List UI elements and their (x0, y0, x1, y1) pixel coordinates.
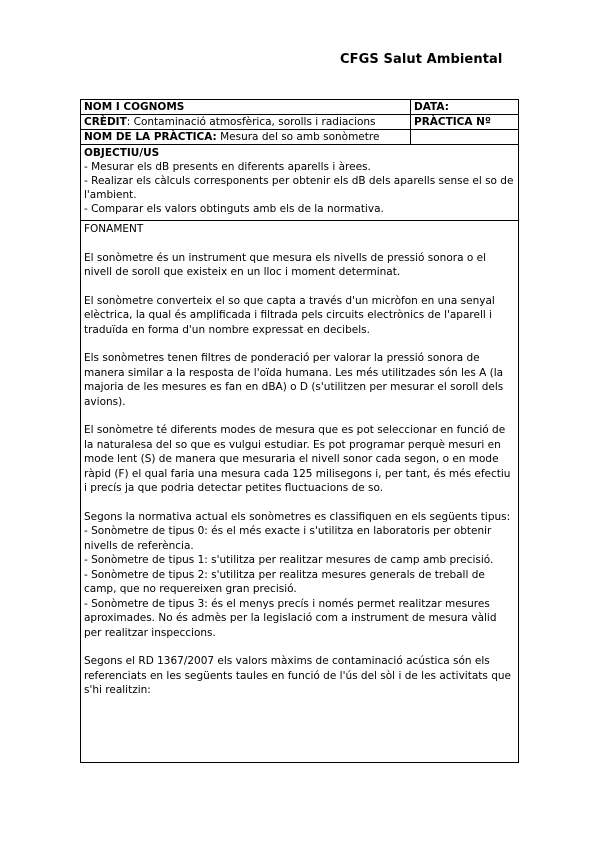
info-row-credit (81, 115, 518, 130)
objectiu-item: - Realizar els càlculs corresponents per obtenir els dB dels aparells sense el so de l'ambient. (84, 175, 514, 201)
objectiu-item: - Comparar els valors obtinguts amb els de la normativa. (84, 203, 384, 215)
practica-num-cell (411, 115, 519, 130)
credit-value: : Contaminació atmosfèrica, sorolls i radiacions (126, 116, 376, 128)
objectiu-section (81, 145, 518, 221)
header-title: CFGS Salut Ambiental (340, 52, 503, 67)
fonament-paragraph: El sonòmetre té diferents modes de mesura que es pot seleccionar en funció de la naturalesa del so que es vulgui estudiar. Es pot programar perquè mesuri en mode lent (S) de manera que mesuraria el nivell sonor cada segon, o en mode ràpid (F) el qual faria una mesura cada 125 milisegons i, per tant, és més efectiu i precís ja que podria detectar petites fluctuacions de so. (84, 424, 511, 494)
tipus-item: - Sonòmetre de tipus 2: s'utilitza per realitza mesures generals de treball de camp, que no requereixen gran precisió. (84, 568, 485, 595)
data-cell (411, 100, 519, 115)
info-table (81, 100, 518, 145)
fonament-paragraph: El sonòmetre converteix el so que capta a través d'un micròfon en una senyal elèctrica, la qual és amplificada i filtrada pels circuits electrònics de l'aparell i traduïda en forma d'un nombre expressat en decibels. (84, 294, 495, 336)
practica-cell (81, 130, 411, 145)
nom-label: NOM I COGNOMS (84, 101, 185, 113)
fonament-final: Segons el RD 1367/2007 els valors màxims de contaminació acústica són els referenciats en les següents taules en funció de l'ús del sòl i de les activitats que s'hi realitzin: (84, 655, 511, 696)
tipus-block (84, 510, 515, 641)
info-row-nom (81, 100, 518, 115)
tipus-item: - Sonòmetre de tipus 1: s'utilitza per realitzar mesures de camp amb precisió. (84, 554, 494, 566)
tipus-intro: Segons la normativa actual els sonòmetres es classifiquen en els següents tipus: (84, 510, 511, 523)
practica-value: Mesura del so amb sonòmetre (216, 131, 380, 143)
info-row-practica (81, 130, 518, 145)
fonament-section (81, 221, 518, 698)
practica-label: NOM DE LA PRÀCTICA: (84, 131, 217, 143)
empty-cell (411, 130, 519, 145)
data-label: DATA: (414, 101, 449, 113)
practica-num-label: PRÀCTICA Nº (414, 116, 491, 128)
tipus-item: - Sonòmetre de tipus 0: és el més exacte i s'utilitza en laboratoris per obtenir nivells de referència. (84, 525, 492, 552)
practice-sheet (80, 99, 519, 763)
tipus-item: - Sonòmetre de tipus 3: és el menys precís i només permet realitzar mesures aproximades. No és admès per la legislació com a instrument de mesura vàlid per realitzar inspeccions. (84, 597, 497, 639)
credit-cell (81, 115, 411, 130)
fonament-paragraph: Els sonòmetres tenen filtres de ponderació per valorar la pressió sonora de manera similar a la resposta de l'oïda humana. Les més utilitzades són les A (la majoria de les mesures es fan en dBA) o D (s'utilitzen per mesurar el soroll dels avions). (84, 352, 504, 408)
fonament-title: FONAMENT (84, 223, 144, 235)
objectiu-item: - Mesurar els dB presents en diferents aparells i àrees. (84, 161, 371, 173)
nom-cell (81, 100, 411, 115)
objectiu-title: OBJECTIU/US (84, 147, 160, 159)
fonament-paragraph: El sonòmetre és un instrument que mesura els nivells de pressió sonora o el nivell de soroll que existeix en un lloc i moment determinat. (84, 251, 486, 278)
credit-label: CRÈDIT (84, 116, 127, 128)
